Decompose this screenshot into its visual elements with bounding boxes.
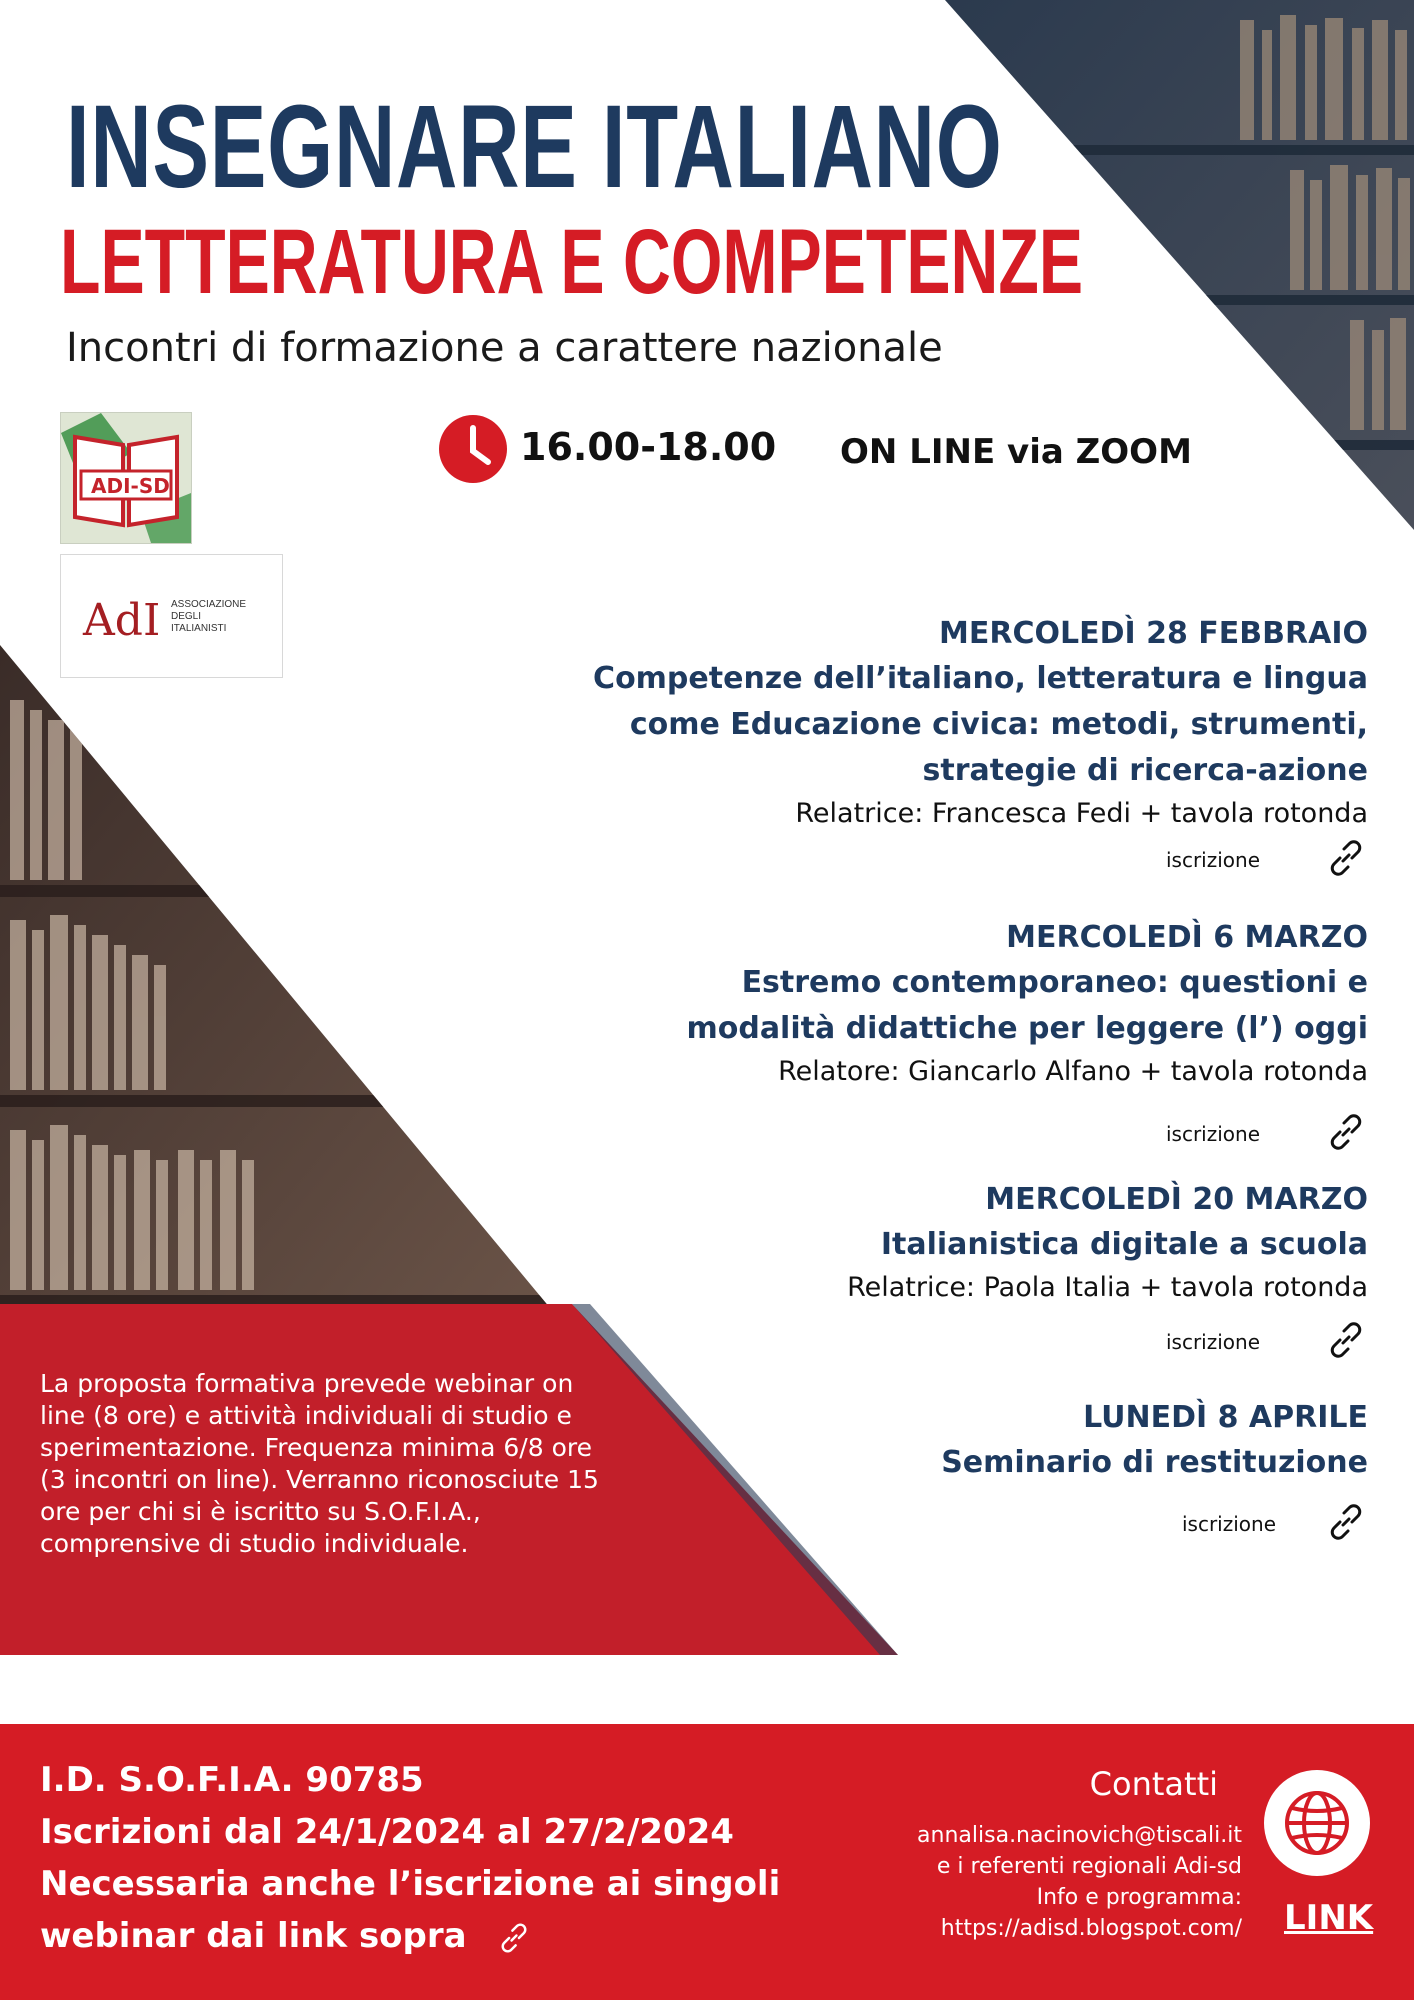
main-title: INSEGNARE ITALIANO xyxy=(66,81,1003,213)
clock-icon xyxy=(438,414,508,484)
link-icon[interactable] xyxy=(1324,836,1368,880)
event-title-line: Seminario di restituzione xyxy=(941,1445,1368,1480)
contacts-block xyxy=(917,1820,1242,1944)
registration-link[interactable] xyxy=(548,834,1368,886)
event-date: LUNEDÌ 8 APRILE xyxy=(1083,1400,1368,1435)
sofia-id: I.D. S.O.F.I.A. 90785 xyxy=(40,1760,424,1800)
event-title-line: Italianistica digitale a scuola xyxy=(880,1227,1368,1262)
contact-info-label: Info e programma: xyxy=(1036,1885,1242,1910)
registration-dates: Iscrizioni dal 24/1/2024 al 27/2/2024 xyxy=(40,1812,734,1852)
contacts-title: Contatti xyxy=(1089,1765,1218,1803)
adi-name-line: DEGLI xyxy=(171,611,202,622)
event-date: MERCOLEDÌ 20 MARZO xyxy=(985,1182,1368,1217)
registration-label[interactable]: iscrizione xyxy=(1165,848,1260,872)
tagline: Incontri di formazione a carattere nazionale xyxy=(66,325,943,371)
event-title-line: strategie di ricerca-azione xyxy=(922,753,1368,788)
registration-note-line2 xyxy=(40,1910,780,1962)
registration-label[interactable]: iscrizione xyxy=(1165,1122,1260,1146)
event-speaker: Relatore: Giancarlo Alfano + tavola rotonda xyxy=(778,1056,1368,1087)
link-icon[interactable] xyxy=(1324,1500,1368,1544)
registration-label[interactable]: iscrizione xyxy=(1181,1512,1276,1536)
registration-link[interactable] xyxy=(548,1316,1368,1368)
adi-logo-name xyxy=(171,599,246,635)
contact-url[interactable]: https://adisd.blogspot.com/ xyxy=(940,1916,1242,1941)
event-time: 16.00-18.00 xyxy=(520,425,777,469)
red-subtitle: LETTERATURA E COMPETENZE xyxy=(60,211,1084,313)
contact-referents: e i referenti regionali Adi-sd xyxy=(936,1854,1242,1879)
website-link[interactable]: LINK xyxy=(1284,1898,1374,1938)
contact-email[interactable]: annalisa.nacinovich@tiscali.it xyxy=(917,1823,1242,1848)
course-description: La proposta formativa prevede webinar on line (8 ore) e attività individuali di studio e sperimentazione. Frequenza minima 6/8 ore (3 incontri on line). Verranno riconosciute 15 ore per chi si è iscritto su S.O.F.I.A., comprensive di studio individuale. xyxy=(40,1369,599,1558)
event-3 xyxy=(548,1178,1368,1368)
registration-label[interactable]: iscrizione xyxy=(1165,1330,1260,1354)
event-speaker: Relatrice: Paola Italia + tavola rotonda xyxy=(847,1272,1368,1303)
adisd-logo xyxy=(60,412,192,544)
event-mode: ON LINE via ZOOM xyxy=(840,432,1192,472)
adi-name-line: ITALIANISTI xyxy=(171,623,227,634)
registration-note-text: webinar dai link sopra xyxy=(40,1916,467,1956)
event-speaker: Relatrice: Francesca Fedi + tavola rotonda xyxy=(795,798,1368,829)
registration-link[interactable] xyxy=(548,1498,1368,1550)
footer-registration-info xyxy=(40,1754,780,1962)
adi-name-line: ASSOCIAZIONE xyxy=(171,599,247,610)
event-4 xyxy=(548,1396,1368,1550)
link-icon[interactable] xyxy=(496,1920,532,1956)
adi-logo xyxy=(60,554,283,678)
link-icon[interactable] xyxy=(1324,1110,1368,1154)
adi-logo-word: AdI xyxy=(83,595,161,646)
registration-note: Necessaria anche l’iscrizione ai singoli xyxy=(40,1864,781,1904)
link-icon[interactable] xyxy=(1324,1318,1368,1362)
event-title-line: Estremo contemporaneo: questioni e xyxy=(741,965,1368,1000)
event-title-line: modalità didattiche per leggere (l’) oggi xyxy=(686,1011,1368,1046)
event-2 xyxy=(548,916,1368,1160)
registration-link[interactable] xyxy=(548,1108,1368,1160)
event-date: MERCOLEDÌ 6 MARZO xyxy=(1006,920,1368,955)
event-title-line: come Educazione civica: metodi, strumenti, xyxy=(629,707,1368,742)
event-1 xyxy=(548,612,1368,886)
globe-icon[interactable] xyxy=(1264,1770,1370,1876)
event-date: MERCOLEDÌ 28 FEBBRAIO xyxy=(939,616,1368,651)
adisd-logo-text: ADI-SD xyxy=(91,474,170,498)
event-title-line: Competenze dell’italiano, letteratura e lingua xyxy=(593,661,1368,696)
